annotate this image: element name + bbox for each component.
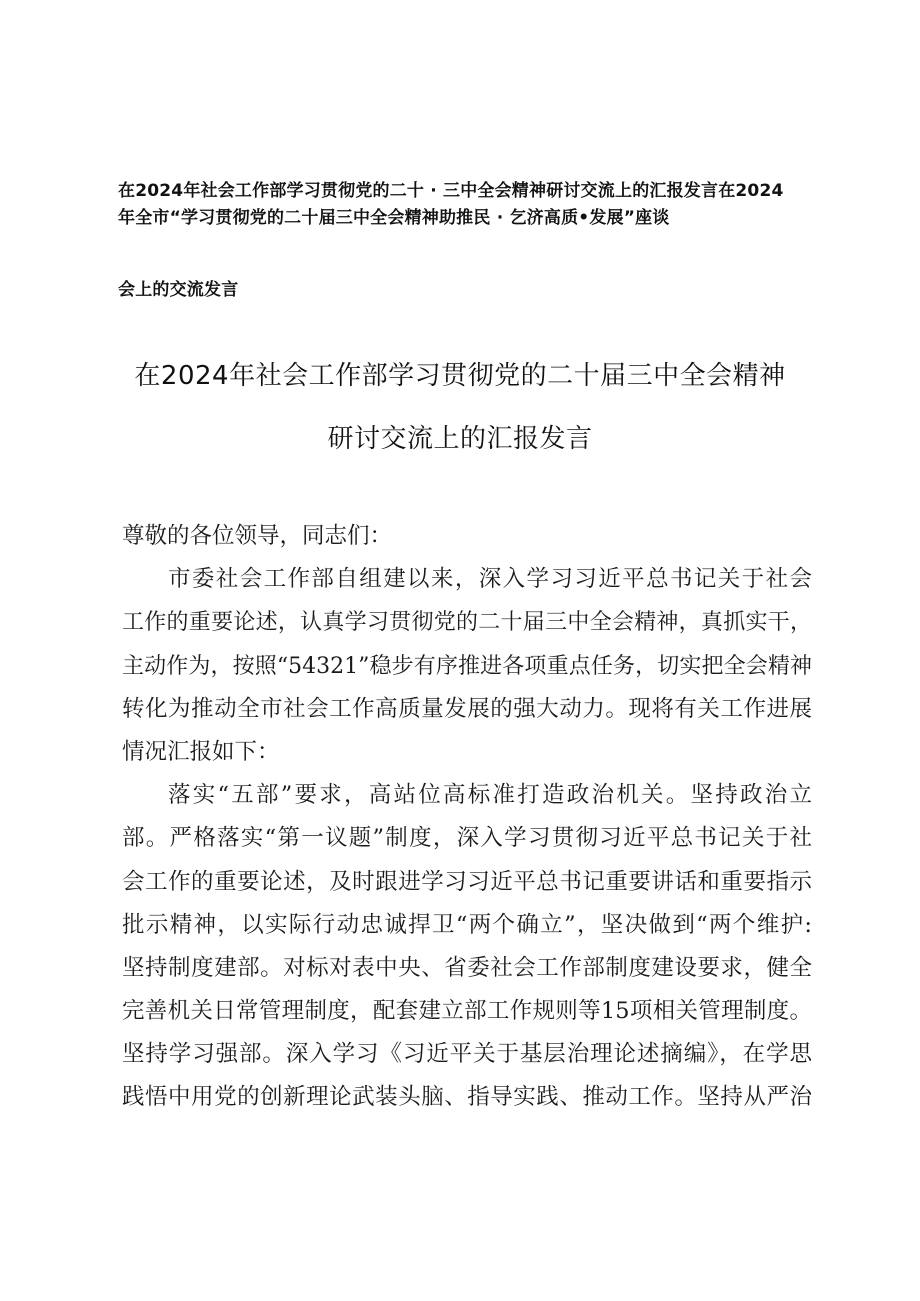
paragraph-line: 落实“五部”要求，高站位高标准打造政治机关。坚持政治立: [168, 782, 812, 809]
paragraph-line: 主动作为，按照“54321”稳步有序推进各项重点任务，切实把全会精神: [122, 653, 812, 679]
paragraph-line: 践悟中用党的创新理论武装头脑、指导实践、推动工作。坚持从严治: [122, 1084, 812, 1111]
paragraph-line: 工作的重要论述，认真学习贯彻党的二十届三中全会精神，真抓实干，: [122, 610, 812, 636]
paragraph-line: 部。严格落实“第一议题”制度，深入学习贯彻习近平总书记关于社: [122, 825, 812, 852]
paragraph-line: 会工作的重要论述，及时跟进学习习近平总书记重要讲话和重要指示: [122, 868, 812, 895]
paragraph-line: 情况汇报如下：: [122, 738, 280, 765]
document-title-line-1: 在2024年社会工作部学习贯彻党的二十届三中全会精神: [134, 361, 786, 391]
paragraph-line: 转化为推动全市社会工作高质量发展的强大动力。现将有关工作进展: [122, 695, 812, 722]
document-header: [118, 178, 818, 304]
document-title-line-2: 研讨交流上的汇报发言: [327, 424, 593, 454]
header-line: 在2024年社会工作部学习贯彻党的二十 · 三中全会精神研讨交流上的汇报发言在2024: [118, 181, 784, 201]
paragraph-line: 坚持学习强部。深入学习《习近平关于基层治理论述摘编》，在学思: [122, 1041, 812, 1068]
paragraph-line: 批示精神，以实际行动忠诚捍卫“两个确立”，坚决做到“两个维护:: [122, 911, 812, 938]
header-line: 会上的交流发言: [118, 280, 239, 300]
header-line: 年全市“学习贯彻党的二十届三中全会精神助推民 · 乞济高质•发展”座谈: [118, 208, 670, 228]
salutation: 尊敬的各位领导，同志们：: [122, 523, 393, 549]
document-body: [122, 515, 812, 1120]
paragraph-line: 完善机关日常管理制度，配套建立部工作规则等15项相关管理制度。: [122, 998, 812, 1025]
paragraph-line: 市委社会工作部自组建以来，深入学习习近平总书记关于社会: [168, 566, 812, 593]
paragraph-line: 坚持制度建部。对标对表中央、省委社会工作部制度建设要求，健全: [122, 954, 812, 981]
